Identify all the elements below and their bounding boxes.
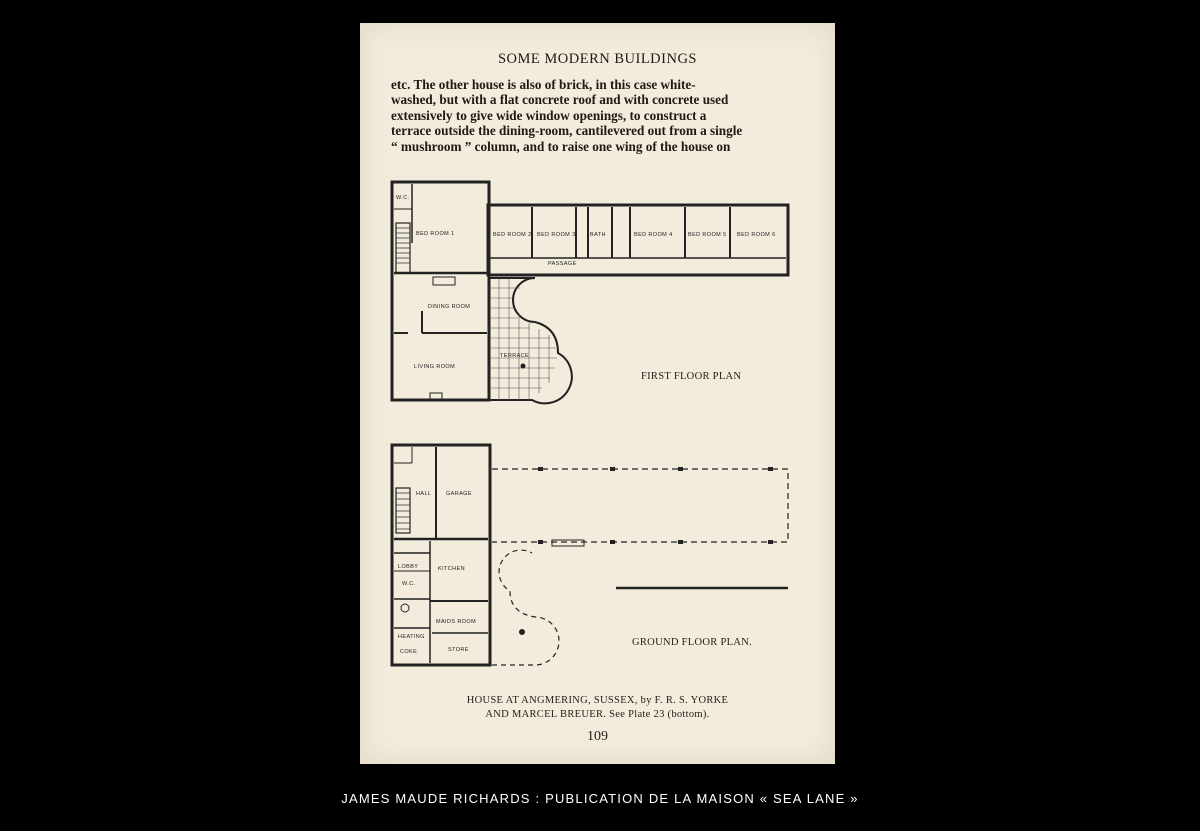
svg-text:BED ROOM 1: BED ROOM 1 (416, 231, 455, 237)
svg-text:MAIDS ROOM: MAIDS ROOM (436, 619, 477, 625)
figure-caption-line2: AND MARCEL BREUER. See Plate 23 (bottom). (485, 709, 710, 720)
svg-text:W.C.: W.C. (396, 195, 410, 201)
ground-floor-block (392, 445, 490, 665)
svg-text:BED ROOM 3: BED ROOM 3 (537, 232, 576, 238)
svg-text:COKE: COKE (400, 649, 418, 655)
svg-text:HEATING: HEATING (398, 634, 425, 640)
svg-text:BATH: BATH (590, 232, 606, 238)
floor-plans-drawing (360, 23, 835, 764)
svg-text:BED ROOM 6: BED ROOM 6 (737, 232, 776, 238)
svg-text:STORE: STORE (448, 647, 469, 653)
svg-text:TERRACE: TERRACE (500, 353, 530, 359)
svg-text:LIVING ROOM: LIVING ROOM (414, 364, 456, 370)
body-line: “ mushroom ” column, and to raise one wing of the house on (391, 138, 731, 154)
ground-floor-plan-label: GROUND FLOOR PLAN. (632, 637, 753, 648)
body-line: etc. The other house is also of brick, in this case white- (391, 77, 696, 92)
svg-text:BED ROOM 5: BED ROOM 5 (688, 232, 727, 238)
figure-caption-line1: HOUSE AT ANGMERING, SUSSEX, by F. R. S. YORKE (466, 695, 729, 706)
book-page (360, 23, 835, 764)
body-line: extensively to give wide window openings, to construct a (391, 107, 707, 123)
svg-text:KITCHEN: KITCHEN (438, 566, 465, 572)
slide-caption: JAMES MAUDE RICHARDS : PUBLICATION DE LA MAISON « SEA LANE » (341, 791, 859, 806)
svg-text:GARAGE: GARAGE (446, 491, 472, 497)
first-floor-plan-label: FIRST FLOOR PLAN (641, 371, 742, 382)
svg-text:DINING ROOM: DINING ROOM (428, 304, 471, 310)
svg-text:BED ROOM 2: BED ROOM 2 (493, 232, 532, 238)
svg-text:PASSAGE: PASSAGE (548, 261, 577, 267)
body-line: terrace outside the dining-room, cantilevered out from a single (391, 123, 743, 139)
svg-text:BED ROOM 4: BED ROOM 4 (634, 232, 673, 238)
running-head: SOME MODERN BUILDINGS (497, 51, 697, 67)
svg-text:W.C.: W.C. (402, 581, 416, 587)
svg-text:HALL: HALL (416, 491, 432, 497)
page-number: 109 (587, 729, 608, 744)
body-line: washed, but with a flat concrete roof and with concrete used (391, 92, 729, 108)
svg-text:LOBBY: LOBBY (398, 564, 419, 570)
